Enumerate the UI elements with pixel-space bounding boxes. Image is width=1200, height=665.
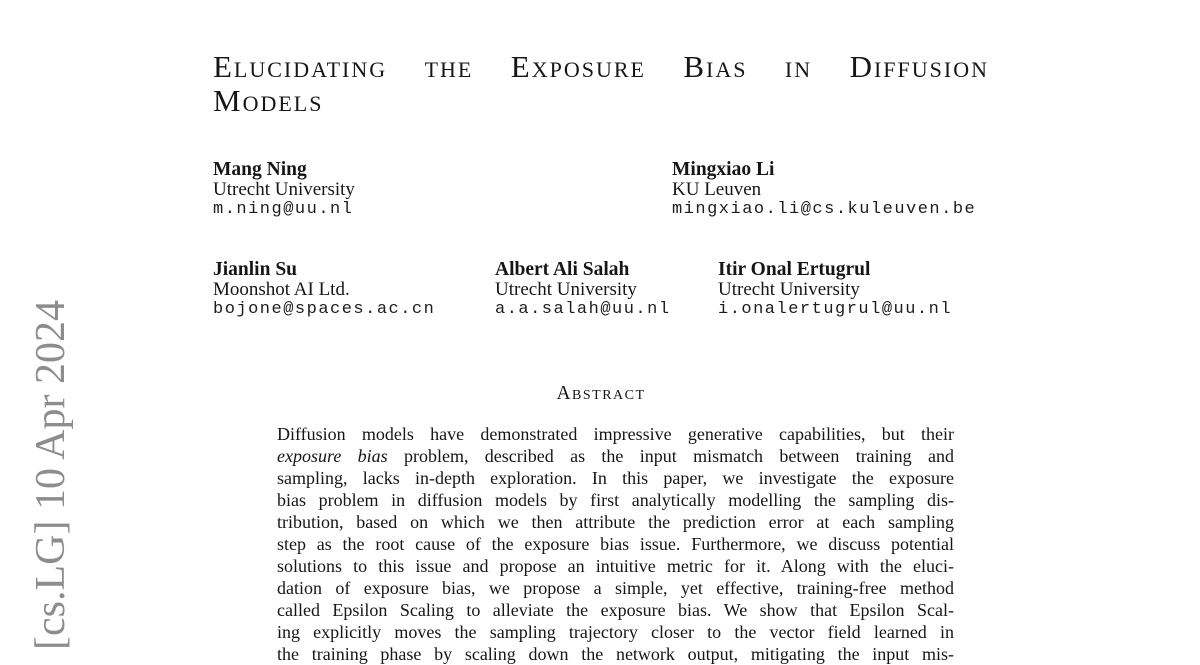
author-affiliation: Utrecht University — [495, 279, 637, 300]
abstract-line: tribution, based on which we then attribute the prediction error at each sampling — [277, 512, 954, 532]
author-name: Itir Onal Ertugrul — [718, 259, 871, 280]
author-block-albert-ali-salah — [495, 260, 671, 320]
author-name: Mang Ning — [213, 159, 307, 180]
author-affiliation: KU Leuven — [672, 179, 762, 200]
author-name: Mingxiao Li — [672, 159, 775, 180]
author-block-jianlin-su — [213, 260, 435, 320]
author-email: i.onalertugrul@uu.nl — [718, 300, 953, 319]
abstract-text — [277, 423, 954, 665]
paper-title-line-2: Models — [213, 82, 324, 118]
author-email: m.ning@uu.nl — [213, 200, 354, 219]
paper-title — [213, 50, 989, 117]
abstract-line: called Epsilon Scaling to alleviate the exposure bias. We show that Epsilon Scal- — [277, 600, 954, 620]
abstract-line: dation of exposure bias, we propose a simple, yet effective, training-free method — [277, 578, 954, 598]
abstract-line: solutions to this issue and propose an intuitive metric for it. Along with the eluci- — [277, 556, 954, 576]
author-email: bojone@spaces.ac.cn — [213, 300, 436, 319]
arxiv-watermark: [cs.LG] 10 Apr 2024 — [28, 300, 74, 650]
author-block-mingxiao-li — [672, 160, 976, 220]
author-name: Jianlin Su — [213, 259, 298, 280]
author-affiliation: Moonshot AI Ltd. — [213, 279, 350, 300]
author-email: a.a.salah@uu.nl — [495, 300, 671, 319]
abstract-line: bias problem in diffusion models by first analytically modelling the sampling dis- — [277, 490, 954, 510]
abstract-line: sampling, lacks in-depth exploration. In this paper, we investigate the exposure — [277, 468, 954, 488]
author-affiliation: Utrecht University — [213, 179, 355, 200]
abstract-line: the training phase by scaling down the network output, mitigating the input mis- — [277, 644, 954, 664]
paper-title-line-1: Elucidating the Exposure Bias in Diffusion — [213, 49, 989, 84]
abstract-line: ing explicitly moves the sampling trajectory closer to the vector field learned in — [277, 622, 954, 642]
abstract-line: Diffusion models have demonstrated impressive generative capabilities, but their — [277, 424, 954, 444]
author-block-itir-onal-ertugrul — [718, 260, 952, 320]
abstract-line: exposure bias problem, described as the input mismatch between training and — [277, 446, 954, 466]
author-name: Albert Ali Salah — [495, 259, 630, 280]
abstract-line: step as the root cause of the exposure bias issue. Furthermore, we discuss potential — [277, 534, 954, 554]
abstract-heading: Abstract — [556, 383, 646, 404]
author-email: mingxiao.li@cs.kuleuven.be — [672, 200, 977, 219]
author-affiliation: Utrecht University — [718, 279, 860, 300]
author-block-mang-ning — [213, 160, 355, 220]
